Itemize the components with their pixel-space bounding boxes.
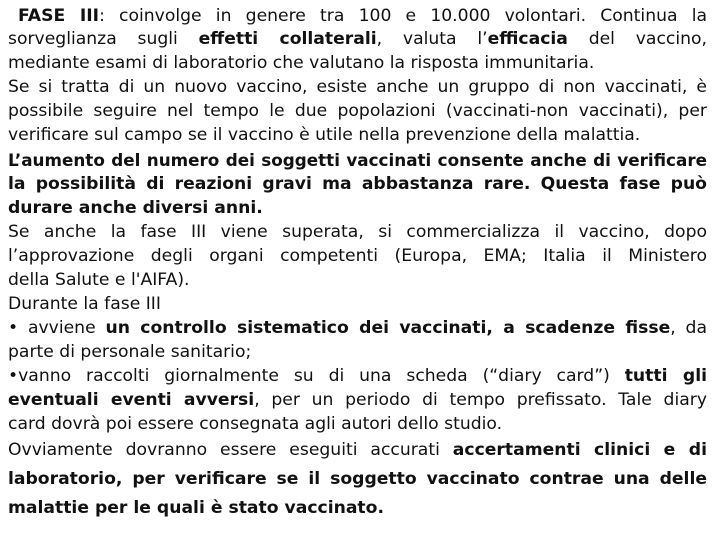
p6-line-1: • avviene un controllo sistematico dei vaccinati, a scadenze fisse, da xyxy=(8,318,707,338)
p8-line-3: malattie per le quali è stato vaccinato. xyxy=(8,498,384,518)
p3-line-3: durare anche diversi anni. xyxy=(8,198,263,218)
p4-line-2: l’approvazione degli organi competenti (Europa, EMA; Italia il Ministero xyxy=(8,246,707,266)
p8-line-2: laboratorio, per verificare se il soggetto vaccinato contrae una delle xyxy=(8,469,707,489)
emphasis-adverse-events: eventuali eventi avversi xyxy=(8,390,255,410)
phase-heading: FASE III xyxy=(18,6,100,26)
p1-line-2: sorveglianza sugli effetti collaterali, valuta l’efficacia del vaccino, xyxy=(8,29,708,49)
p6-line-2: parte di personale sanitario; xyxy=(8,342,252,362)
emphasis-side-effects: effetti collaterali xyxy=(198,29,377,49)
p2-line-3: verificare sul campo se il vaccino è utile nella prevenzione della malattia. xyxy=(8,125,641,145)
emphasis-systematic-control: un controllo sistematico dei vaccinati, a scadenze fisse xyxy=(105,318,671,338)
p7-line-3: card dovrà poi essere consegnata agli autori dello studio. xyxy=(8,414,503,434)
emphasis-clinical-tests: accertamenti clinici e di xyxy=(452,440,707,460)
p3-line-2: la possibilità di reazioni gravi ma abbastanza rare. Questa fase può xyxy=(8,174,707,194)
p7-line-1: •vanno raccolti giornalmente su di una scheda (“diary card”) tutti gli xyxy=(8,366,707,386)
p7-line-2: eventuali eventi avversi, per un periodo di tempo prefissato. Tale diary xyxy=(8,390,707,410)
p2-line-1: Se si tratta di un nuovo vaccino, esiste anche un gruppo di non vaccinati, è xyxy=(8,77,707,97)
p5-line-1: Durante la fase III xyxy=(8,294,161,314)
p8-line-1: Ovviamente dovranno essere eseguiti accurati accertamenti clinici e di xyxy=(8,440,707,460)
p2-line-2: possibile seguire nel tempo le due popolazioni (vaccinati-non vaccinati), per xyxy=(8,101,707,121)
p1-line-3: mediante esami di laboratorio che valutano la risposta immunitaria. xyxy=(8,53,595,73)
p4-line-1: Se anche la fase III viene superata, si commercializza il vaccino, dopo xyxy=(8,222,707,242)
emphasis-efficacy: efficacia xyxy=(487,29,568,49)
p1-line-1: FASE III: coinvolge in genere tra 100 e 10.000 volontari. Continua la xyxy=(18,6,707,26)
emphasis-all: tutti gli xyxy=(624,366,707,386)
p3-line-1: L’aumento del numero dei soggetti vaccinati consente anche di verificare xyxy=(8,150,707,170)
p4-line-3: della Salute e l'AIFA). xyxy=(8,270,190,290)
